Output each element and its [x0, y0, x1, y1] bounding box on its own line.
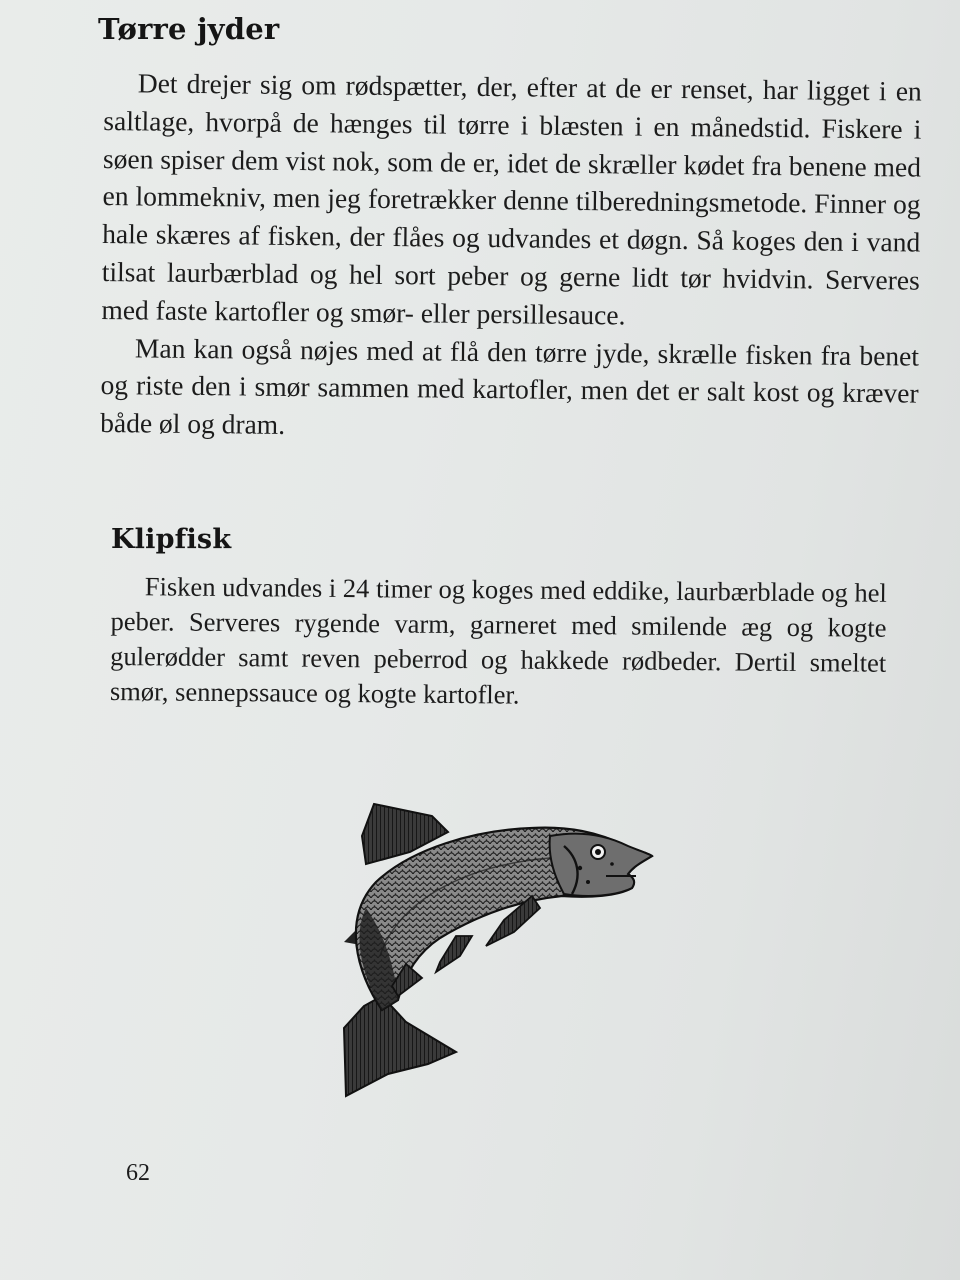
section-body-torre-jyder [100, 64, 922, 451]
section-body-klipfisk [110, 569, 887, 716]
paragraph: Det drejer sig om rødspætter, der, efter at de er renset, har ligget i en saltlage, hvorpå de hænges til tørre i blæsten i en månedstid. Fiskere i søen spiser dem vist nok, som de er, idet de skræller kødet fra benene med en lommekniv, men jeg foretrækker denne tilberedningsmetode. Finner og hale skæres af fisken, der flåes og udvandes et døgn. Så koges den i vand tilsat laurbærblad og hel sort peber og gerne lidt tør hvidvin. Serveres med faste kartofler og smør- eller persillesauce. [101, 67, 922, 331]
fish-illustration-icon [336, 796, 656, 1102]
page-number: 62 [126, 1160, 150, 1186]
paragraph: Man kan også nøjes med at flå den tørre jyde, skrælle fisken fra benet og riste den i smør sammen med kartofler, men det er salt kost og kræver både øl og dram. [100, 331, 920, 441]
paragraph: Fisken udvandes i 24 timer og koges med eddike, laurbærblade og hel peber. Serveres rygende varm, garneret med smilende æg og kogte gulerødder samt reven peberrod og hakkede rødbeder. Dertil smeltet smør, sennepssauce og kogte kartofler. [109, 571, 887, 710]
section-title-torre-jyder: Tørre jyder [98, 12, 280, 46]
section-title-klipfisk: Klipfisk [111, 524, 232, 555]
